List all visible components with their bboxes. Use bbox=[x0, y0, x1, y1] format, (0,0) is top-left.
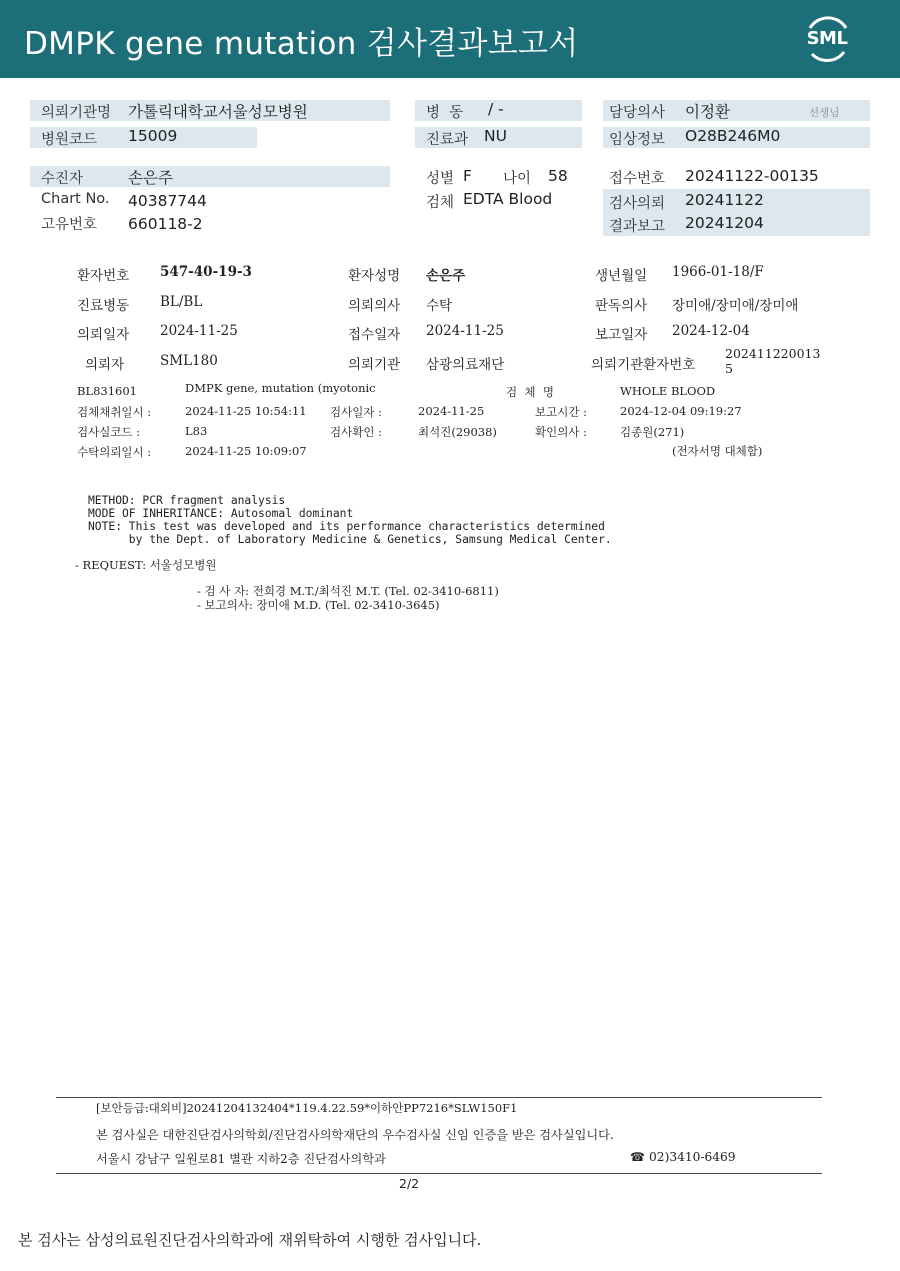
ward-report-value: BL/BL bbox=[160, 294, 203, 310]
confirm-value: 최석진(29038) bbox=[418, 425, 497, 439]
collect-value: 2024-11-25 10:54:11 bbox=[185, 404, 307, 418]
receipt-label: 접수번호 bbox=[609, 171, 666, 187]
report-date-label: 보고일자 bbox=[595, 327, 648, 343]
order-time-value: 2024-11-25 10:09:07 bbox=[185, 444, 307, 458]
request-label: 검사의뢰 bbox=[609, 196, 666, 212]
receipt-value: 20241122-00135 bbox=[685, 167, 819, 185]
report-time-value: 2024-12-04 09:19:27 bbox=[620, 404, 742, 418]
order-date-label: 의뢰일자 bbox=[77, 327, 130, 343]
patient-label: 수진자 bbox=[41, 171, 84, 187]
room-label: 검사실코드 : bbox=[77, 425, 141, 439]
specimen-value: EDTA Blood bbox=[463, 190, 553, 208]
confirm-doc-value: 김종원(271) bbox=[620, 425, 685, 439]
confirm-doc-label: 확인의사 : bbox=[535, 425, 587, 439]
chart-value: 40387744 bbox=[128, 192, 207, 210]
ward-label: 병 동 bbox=[426, 105, 464, 121]
clinical-label: 임상정보 bbox=[609, 132, 666, 148]
reading-doctor-value: 장미애/장미애/장미애 bbox=[672, 298, 799, 314]
method-line: METHOD: PCR fragment analysis bbox=[88, 494, 286, 507]
birth-value: 1966-01-18/F bbox=[672, 264, 764, 280]
inheritance-line: MODE OF INHERITANCE: Autosomal dominant bbox=[88, 507, 354, 520]
reading-doctor-label: 판독의사 bbox=[595, 298, 648, 314]
patient-value: 손은주 bbox=[128, 169, 173, 187]
confirm-label: 검사확인 : bbox=[330, 425, 382, 439]
report-title: DMPK gene mutation 검사결과보고서 bbox=[24, 26, 579, 62]
ref-facility-value: 삼광의료재단 bbox=[426, 357, 505, 373]
address-line: 서울시 강남구 일원로81 별관 지하2층 진단검사의학과 bbox=[96, 1152, 386, 1166]
facility-value: 가톨릭대학교서울성모병원 bbox=[128, 103, 308, 121]
patient-bar bbox=[30, 166, 390, 187]
referring-doctor-label: 의뢰의사 bbox=[348, 298, 401, 314]
sml-logo bbox=[800, 12, 854, 66]
footer-divider-top bbox=[56, 1097, 822, 1098]
ward-report-label: 진료병동 bbox=[77, 298, 130, 314]
specimen-name-value: WHOLE BLOOD bbox=[620, 384, 716, 398]
report-header bbox=[0, 0, 900, 78]
report-time-label: 보고시간 : bbox=[535, 405, 587, 419]
age-label: 나이 bbox=[503, 171, 532, 187]
room-value: L83 bbox=[185, 424, 208, 438]
hospital-code-label: 병원코드 bbox=[41, 132, 98, 148]
esign-note: (전자서명 대체함) bbox=[672, 444, 763, 458]
certification-line: 본 검사실은 대한진단검사의학회/진단검사의학재단의 우수검사실 신임 인증을 받은 검사실입니다. bbox=[96, 1128, 614, 1142]
reporter-line: - 보고의사: 장미애 M.D. (Tel. 02-3410-3645) bbox=[197, 598, 440, 612]
ref-facility-label: 의뢰기관 bbox=[348, 357, 401, 373]
requester-value: SML180 bbox=[160, 353, 218, 369]
note-line: NOTE: This test was developed and its performance characteristics determined bbox=[88, 520, 605, 533]
birth-label: 생년월일 bbox=[595, 268, 648, 284]
report-date-value: 2024-12-04 bbox=[672, 323, 750, 339]
patient-no-label: 환자번호 bbox=[77, 268, 130, 284]
outsourcing-note: 본 검사는 삼성의료원진단검사의학과에 재위탁하여 시행한 검사입니다. bbox=[18, 1231, 482, 1249]
doctor-label: 담당의사 bbox=[609, 105, 666, 121]
receipt-date-value: 2024-11-25 bbox=[426, 323, 504, 339]
ref-patient-no-label: 의뢰기관환자번호 bbox=[591, 357, 696, 373]
collect-label: 검체채취일시 : bbox=[77, 405, 152, 419]
test-date-label: 검사일자 : bbox=[330, 405, 382, 419]
order-date-value: 2024-11-25 bbox=[160, 323, 238, 339]
specimen-name-label: 검 체 명 bbox=[506, 385, 554, 399]
page-number: 2/2 bbox=[399, 1176, 420, 1191]
doctor-value: 이정환 bbox=[685, 103, 730, 121]
sex-value: F bbox=[463, 167, 472, 185]
dept-value: NU bbox=[484, 127, 507, 145]
doctor-suffix: 선생님 bbox=[809, 107, 840, 119]
ref-patient-no-value-cont: 5 bbox=[725, 361, 733, 376]
ward-value: / - bbox=[488, 100, 504, 118]
examiner-line: - 검 사 자: 전희경 M.T./최석진 M.T. (Tel. 02-3410-6811) bbox=[197, 584, 499, 598]
sex-label: 성별 bbox=[426, 171, 455, 187]
request-line: - REQUEST: 서울성모병원 bbox=[75, 558, 217, 572]
phone-line: ☎ 02)3410-6469 bbox=[630, 1150, 736, 1164]
footer-divider-bottom bbox=[56, 1173, 822, 1174]
test-date-value: 2024-11-25 bbox=[418, 404, 485, 418]
dept-label: 진료과 bbox=[426, 132, 469, 148]
ref-patient-no-value: 202411220013 bbox=[725, 346, 821, 361]
patient-name-value: 손은주 bbox=[426, 268, 466, 284]
request-value: 20241122 bbox=[685, 191, 764, 209]
clinical-value: O28B246M0 bbox=[685, 127, 781, 145]
test-code: BL831601 bbox=[77, 384, 137, 398]
facility-label: 의뢰기관명 bbox=[41, 105, 112, 121]
logo-text: SML bbox=[806, 28, 848, 49]
result-label: 결과보고 bbox=[609, 219, 666, 235]
age-value: 58 bbox=[548, 167, 568, 185]
security-line: [보안등급:대외비]20241204132404*119.4.22.59*이하안PP7216*SLW150F1 bbox=[96, 1101, 518, 1115]
patient-no-value: 547-40-19-3 bbox=[160, 264, 252, 280]
uid-value: 660118-2 bbox=[128, 215, 203, 233]
uid-label: 고유번호 bbox=[41, 217, 98, 233]
receipt-date-label: 접수일자 bbox=[348, 327, 401, 343]
specimen-label: 검체 bbox=[426, 195, 455, 211]
result-value: 20241204 bbox=[685, 214, 764, 232]
requester-label: 의뢰자 bbox=[85, 357, 125, 373]
patient-name-label: 환자성명 bbox=[348, 268, 401, 284]
order-time-label: 수탁의뢰일시 : bbox=[77, 445, 152, 459]
test-name: DMPK gene, mutation (myotonic bbox=[185, 381, 376, 395]
referring-doctor-value: 수탁 bbox=[426, 298, 453, 314]
note-line-cont: by the Dept. of Laboratory Medicine & Genetics, Samsung Medical Center. bbox=[88, 533, 612, 546]
hospital-code-value: 15009 bbox=[128, 127, 178, 145]
chart-label: Chart No. bbox=[41, 191, 110, 207]
